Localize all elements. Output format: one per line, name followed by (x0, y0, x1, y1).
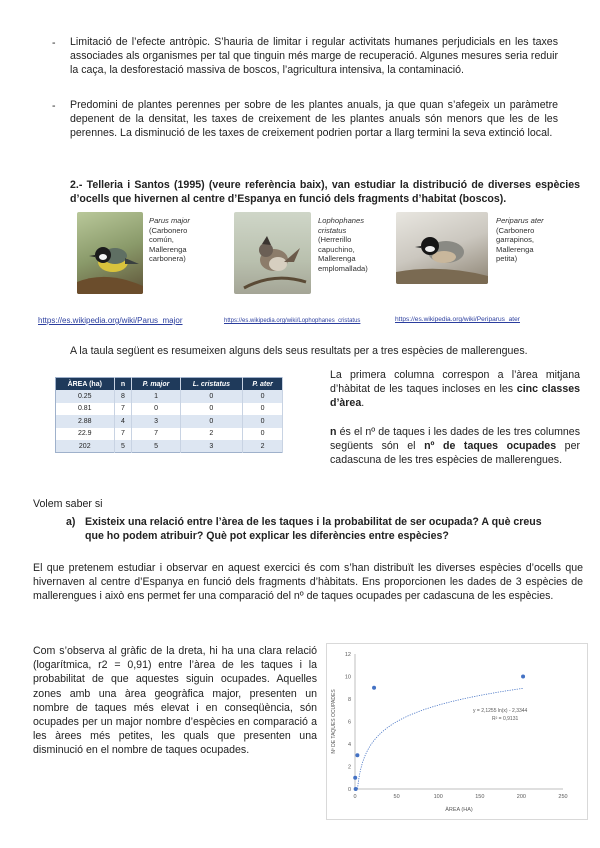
table-header-cell: n (114, 378, 132, 391)
table-cell: 202 (56, 440, 115, 453)
bullet-marker: - (52, 37, 56, 49)
chart-svg (327, 644, 587, 819)
y-tick-label: 4 (347, 742, 351, 748)
trendline (355, 688, 523, 789)
table-header-cell: P. major (132, 378, 180, 391)
table-cell: 2 (180, 428, 243, 440)
table-cell: 7 (114, 403, 132, 415)
note-text: La primera columna correspon a l’àrea mitjana d’hàbitat de les taques incloses en les (330, 369, 580, 396)
lophophanes-latin: Lophophanes cristatus (318, 216, 365, 235)
x-tick-label: 0 (353, 794, 357, 800)
table-cell: 7 (114, 428, 132, 440)
table-row (56, 428, 283, 440)
trend-equation: y = 2,1255 ln(x) - 2,3344 (473, 708, 528, 714)
table-cell: 3 (180, 440, 243, 453)
bullet-item-perennes: Predomini de plantes perennes per sobre de les plantes anuals, ja que quan s’afegeix un paràmetre depenent de la densitat, les taxes de creixement de les plantes anuals són menors que les de les perennes. La disminució de les taxes de creixement podrien portar a llarg termini la seva extinció local. (70, 99, 558, 140)
x-tick-label: 150 (475, 794, 485, 800)
table-cell: 2 (243, 440, 283, 453)
table-cell: 0 (132, 403, 180, 415)
parus-major-common: (Carbonero común, Mallerenga carbonera) (149, 225, 188, 264)
results-table (55, 377, 283, 453)
bird-icon (396, 212, 488, 284)
table-cell: 0.81 (56, 403, 115, 415)
y-tick-label: 6 (347, 719, 351, 726)
y-tick-label: 2 (347, 764, 351, 771)
table-cell: 1 (132, 390, 180, 402)
x-tick-label: 250 (558, 794, 568, 800)
lophophanes-caption (318, 216, 378, 274)
periparus-common: (Carbonero garrapinos, Mallerenga petita) (496, 225, 535, 264)
table-cell: 22.9 (56, 428, 115, 440)
table-note-n (330, 425, 580, 468)
table-row (56, 403, 283, 415)
data-point (354, 787, 358, 791)
table-cell: 0 (243, 390, 283, 402)
note-bold: nº de taques ocupades (424, 440, 557, 453)
x-tick-label: 200 (516, 794, 526, 800)
area-occupancy-chart (326, 643, 588, 820)
y-tick-label: 12 (344, 652, 351, 658)
bullet-marker: - (52, 100, 56, 112)
data-point (355, 753, 359, 757)
table-cell: 4 (114, 415, 132, 427)
table-row (56, 415, 283, 427)
table-cell: 0.25 (56, 390, 115, 402)
table-header-row (56, 378, 283, 391)
bullet-item-antropic: Limitació de l’efecte antròpic. S’hauria de limitar i regular activitats humanes perjudicials en les taxes associades als organismes per tal que tinguin més marge de recuperació. Algunes mesures seria reduir la caça, la desforestació massiva de boscos, l’agricultura intensiva, la contaminació. (70, 36, 558, 77)
table-header-cell: L. cristatus (180, 378, 243, 391)
parus-major-caption (149, 216, 211, 264)
x-axis-title: ÀREA (HA) (445, 807, 473, 813)
table-cell: 8 (114, 390, 132, 402)
answer-paragraph-1: El que pretenem estudiar i observar en aquest exercici és com s’han distribuït les diverses espècies d’ocells que hivernaven al centre d’Espanya en funció dels fragments d’hàbitats. Ens proporcionen les dades de 3 espècies de mallerengues i això ens permet fer una comparació del nº de taques ocupades per cadascuna de les espècies. (33, 562, 583, 603)
note-text: per cadascuna de les tres espècies de mallerengues. (330, 440, 580, 467)
table-cell: 3 (132, 415, 180, 427)
link-periparus[interactable]: https://es.wikipedia.org/wiki/Periparus_ater (395, 316, 520, 323)
bird-icon (234, 212, 311, 294)
periparus-photo (396, 212, 488, 284)
note-text: . (361, 397, 365, 410)
link-parus-major[interactable]: https://es.wikipedia.org/wiki/Parus_major (38, 316, 183, 325)
y-axis-title: Nº DE TAQUES OCUPADES (331, 689, 337, 754)
table-cell: 5 (132, 440, 180, 453)
y-tick-label: 0 (347, 787, 351, 793)
table-row (56, 440, 283, 453)
note-bold: cinc classes d’àrea (330, 383, 581, 410)
data-point (353, 776, 357, 780)
trend-r2: R² = 0,9131 (492, 716, 519, 722)
table-cell: 5 (114, 440, 132, 453)
table-header-cell: P. ater (243, 378, 283, 391)
data-point (521, 675, 525, 679)
note-text: és el nº de taques i les dades de les tres columnes següents són el (330, 426, 580, 453)
table-note-area (330, 368, 580, 411)
data-point (372, 686, 376, 690)
x-tick-label: 100 (433, 794, 443, 800)
y-tick-label: 8 (347, 697, 351, 703)
table-cell: 0 (243, 428, 283, 440)
question-a: Existeix una relació entre l’àrea de les taques i la probabilitat de ser ocupada? A què creus que ho podem atribuir? Què pot explicar les diferències entre espècies? (85, 516, 542, 543)
table-intro: A la taula següent es resumeixen alguns dels seus resultats per a tres espècies de mallerengues. (70, 345, 528, 357)
lophophanes-photo (234, 212, 311, 294)
volem-saber: Volem saber si (33, 498, 103, 510)
x-tick-label: 50 (393, 794, 400, 800)
periparus-caption (496, 216, 556, 264)
table-cell: 0 (180, 415, 243, 427)
bird-icon (77, 212, 143, 294)
answer-paragraph-2: Com s’observa al gràfic de la dreta, hi ha una clara relació (logarítmica, r2 = 0,91) entre l’àrea de les taques i la probabilitat de que aquestes siguin ocupades. Aquelles zones amb una àrea geogràfica major, presenten un nombre de taques més elevat i en conseqüència, són ocupades per un major nombre d’espècies en comparació a les àrees més petites, les quals que presenten una disminució en el nombre de taques ocupades. (33, 645, 317, 757)
table-cell: 0 (243, 415, 283, 427)
table-cell: 0 (180, 390, 243, 402)
note-bold: n (330, 426, 337, 438)
question-letter: a) (66, 516, 76, 528)
link-lophophanes[interactable]: https://es.wikipedia.org/wiki/Lophophanes_cristatus (224, 318, 361, 324)
parus-major-latin: Parus major (149, 216, 190, 225)
table-cell: 0 (180, 403, 243, 415)
table-header-cell: ÀREA (ha) (56, 378, 115, 391)
table-cell: 7 (132, 428, 180, 440)
section2-title: 2.- Telleria i Santos (1995) (veure referència baix), van estudiar la distribució de diverses espècies d’ocells que hivernen al centre d’Espanya en funció dels fragments d’habitat (boscos). (70, 179, 580, 206)
parus-major-photo (77, 212, 143, 294)
table-cell: 2.88 (56, 415, 115, 427)
y-tick-label: 10 (344, 674, 351, 681)
table-cell: 0 (243, 403, 283, 415)
table-row (56, 390, 283, 402)
lophophanes-common: (Herrerillo capuchino, Mallerenga emplomallada) (318, 235, 368, 273)
periparus-latin: Periparus ater (496, 216, 544, 225)
